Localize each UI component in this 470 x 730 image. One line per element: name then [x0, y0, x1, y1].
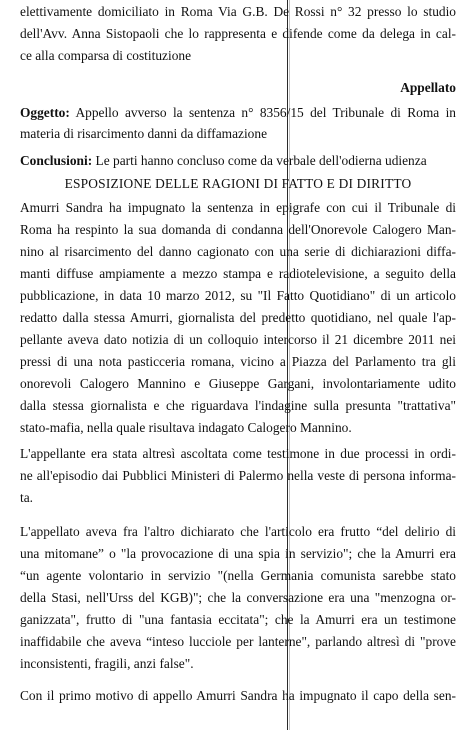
p2-line-3: ta. — [20, 490, 34, 505]
p3-line-3: “un agente volontario in servizio "(nella Germania comunista sarebbe stato — [20, 568, 456, 583]
p1-line-7: pellante aveva dato notizia di un colloquio intercorso il 21 dicembre 2011 nei — [20, 332, 456, 347]
p1-line-11: stato-mafia, nella quale risultava indagato Calogero Mannino. — [20, 420, 352, 435]
p1-line-9: onorevoli Calogero Mannino e Giuseppe Gargani, involontariamente udito — [20, 376, 456, 391]
oggetto-label: Oggetto: — [20, 105, 70, 120]
conclusioni-text: Le parti hanno concluso come da verbale dell'odierna udienza — [95, 153, 427, 168]
p3-line-4: della Stasi, nell'Urss del KGB)"; che la conversazione era una "menzogna or- — [20, 590, 456, 605]
p3-line-5: ganizzata", frutto di "una fantasia eccitata"; che la Amurri era un testimone — [20, 612, 456, 627]
p2-line-1: L'appellante era stata altresì ascoltata come testimone in due processi in ordi- — [20, 446, 456, 461]
conclusioni-label: Conclusioni: — [20, 153, 93, 168]
p1-line-4: manti diffuse ampiamente a mezzo stampa e radiotelevisione, a seguito della — [20, 266, 456, 281]
p3-line-2: una mitomane” o "la provocazione di una spia in servizio"; che la Amurri era — [20, 546, 456, 561]
p1-line-1: Amurri Sandra ha impugnato la sentenza in epigrafe con cui il Tribunale di — [20, 200, 456, 215]
oggetto-text: Appello avverso la sentenza n° 8356/15 del Tribunale di Roma in — [75, 105, 457, 120]
section-title: Appellato — [400, 80, 456, 95]
intro-line-1: elettivamente domiciliato in Roma Via G.B. De Rossi n° 32 presso lo studio — [20, 4, 456, 19]
p1-line-6: redatto dalla stessa Amurri, giornalista del predetto quotidiano, nel quale l'ap- — [20, 310, 456, 325]
p1-line-3: nino al risarcimento del danno cagionato con una serie di dichiarazioni diffa- — [20, 244, 456, 259]
p1-line-8: pressi di una nota pasticceria romana, vicino a Piazza del Parlamento tra gli — [20, 354, 456, 369]
p1-line-10: dalla stessa giornalista e che riguardava l'indagine sulla presunta "trattativa" — [20, 398, 456, 413]
p3-line-6: inaffidabile che aveva “inteso lucciole per lanterne", parlando altresì di "prove — [20, 634, 456, 649]
p3-line-7: inconsistenti, fragili, anzi false". — [20, 656, 194, 671]
p1-line-5: pubblicazione, in data 10 marzo 2012, su "Il Fatto Quotidiano" di un articolo — [20, 288, 456, 303]
intro-line-3: ce alla comparsa di costituzione — [20, 48, 192, 63]
p3-line-1: L'appellato aveva fra l'altro dichiarato che l'articolo era frutto “del delirio di — [20, 524, 456, 539]
p4-line-1: Con il primo motivo di appello Amurri Sandra ha impugnato il capo della sen- — [20, 688, 456, 703]
p1-line-2: Roma ha respinto la sua domanda di condanna dell'Onorevole Calogero Man- — [20, 222, 456, 237]
section-heading: ESPOSIZIONE DELLE RAGIONI DI FATTO E DI DIRITTO — [64, 176, 412, 191]
oggetto-line-1 — [20, 105, 456, 121]
intro-line-2: dell'Avv. Anna Sistopaoli che lo rappresenta e difende come da delega in cal- — [20, 26, 456, 41]
p2-line-2: ne all'episodio dai Pubblici Ministeri di Palermo nella veste di persona informa- — [20, 468, 456, 483]
oggetto-line-2: materia di risarcimento danni da diffamazione — [20, 126, 268, 141]
conclusioni-line — [20, 153, 456, 169]
